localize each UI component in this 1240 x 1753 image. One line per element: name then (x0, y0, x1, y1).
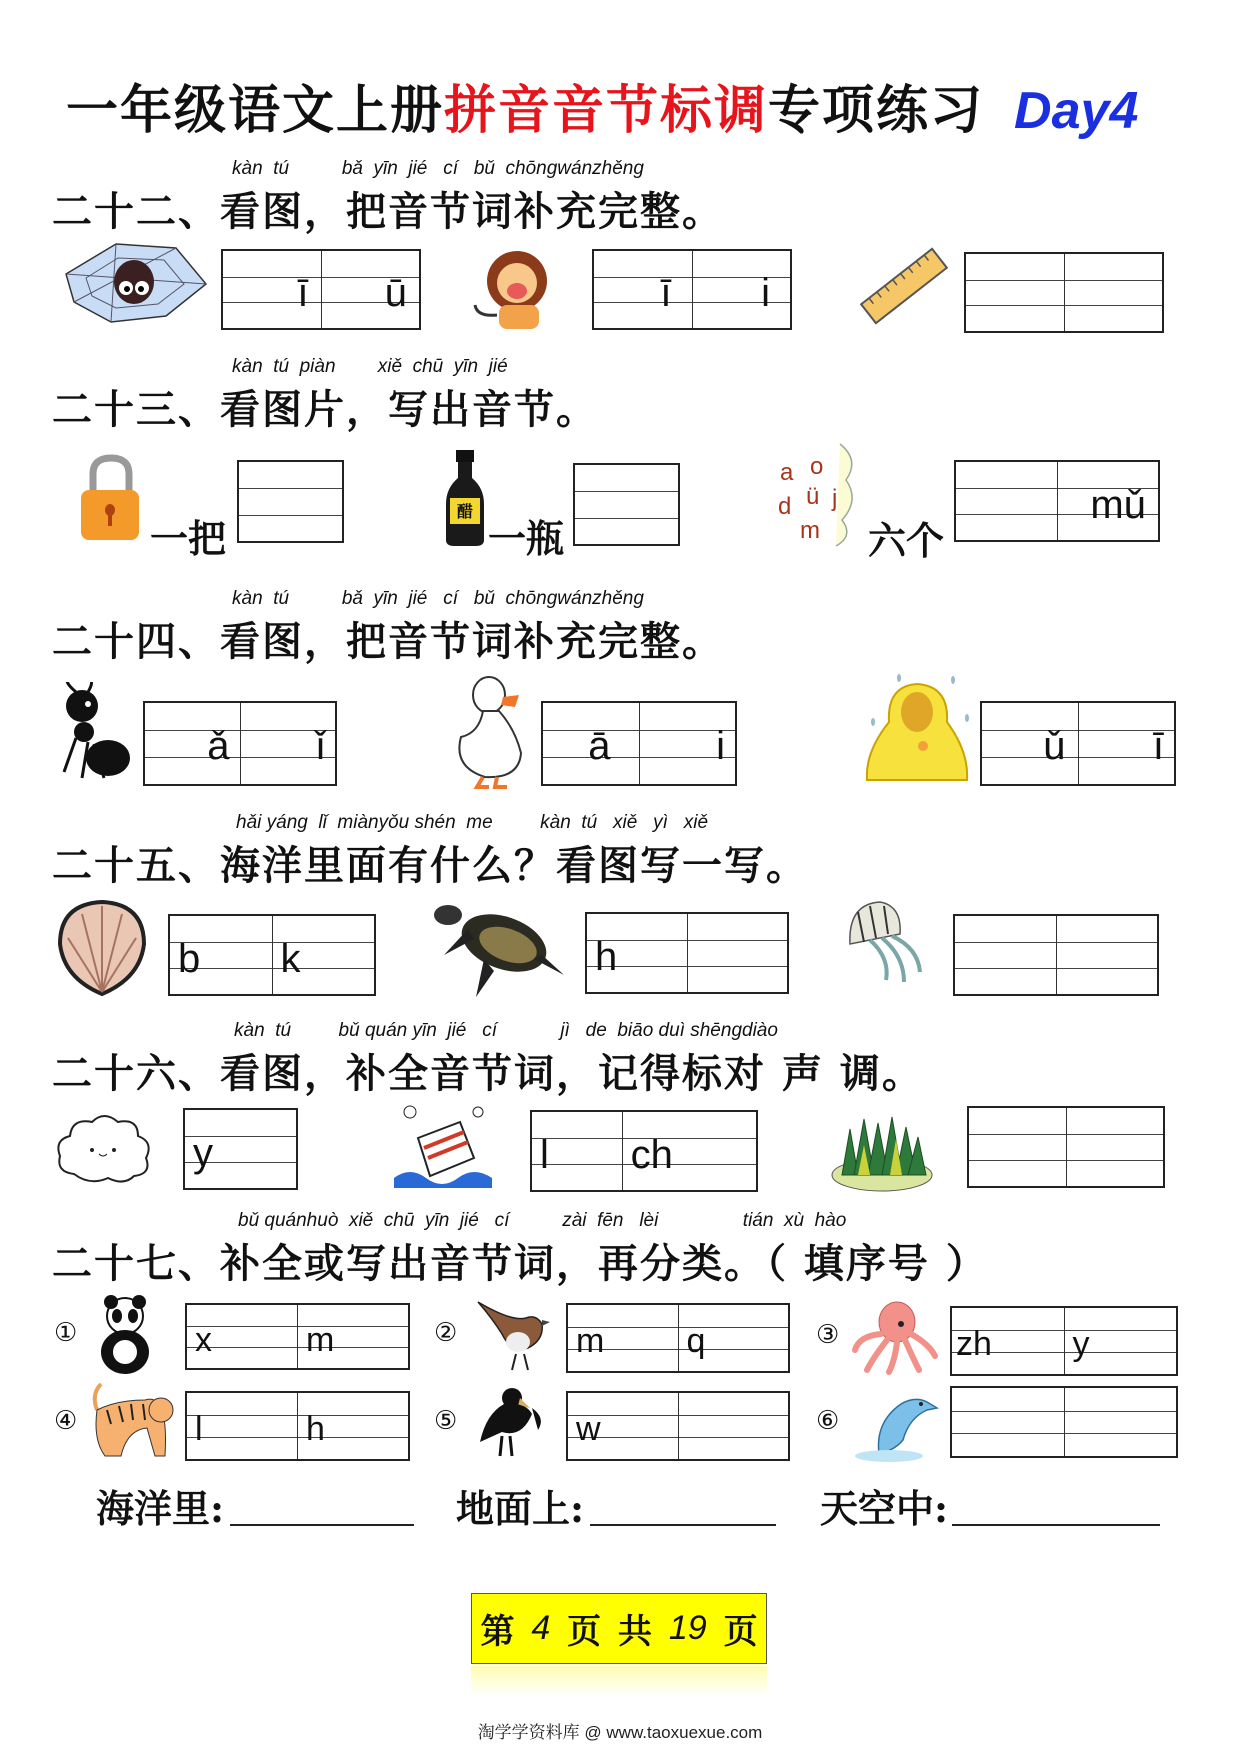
grid-cell[interactable] (1065, 254, 1163, 331)
section-24-heading: 二十四、看图，把音节词补充完整。 (52, 618, 724, 665)
grid-cell[interactable] (1067, 1108, 1164, 1186)
ant-picture (52, 682, 142, 782)
section-25-heading: 二十五、海洋里面有什么？看图写一写。 (52, 842, 808, 889)
grid-cell[interactable] (966, 254, 1065, 331)
title-suffix: 专项练习 (768, 80, 985, 141)
bottle-label: 醋 (456, 502, 474, 521)
grid-cell[interactable] (170, 916, 273, 994)
pinyin-grid-duck[interactable] (541, 701, 737, 786)
section-26-pinyin: kàn tú bǔ quán yīn jié cí jì de biāo duì shēngdiào (234, 1020, 778, 1041)
section-27-heading: 二十七、补全或写出音节词，再分类。（ 填序号 ） (52, 1240, 988, 1287)
tiger-icon (87, 1380, 177, 1460)
pinyin-grid-panda[interactable] (185, 1303, 410, 1370)
cell-text: ǔ (1043, 724, 1066, 769)
grid-cell[interactable] (185, 1110, 296, 1188)
category-ocean-label: 海洋里: (96, 1486, 225, 1531)
cell-text: ǎ (207, 724, 230, 769)
cell-text: y (193, 1130, 213, 1175)
grid-cell[interactable] (623, 1112, 756, 1190)
cell-text: q (686, 1322, 706, 1361)
page-suffix: 页 (723, 1612, 758, 1652)
cell-text: w (576, 1410, 601, 1449)
grid-cell[interactable] (587, 914, 688, 992)
cell-text: b (178, 936, 201, 981)
item-number-5: ⑤ (434, 1406, 458, 1436)
page-prefix: 第 (480, 1612, 515, 1652)
section-25-pinyin: hǎi yáng lǐ miànyǒu shén me kàn tú xiě yì xiě (236, 812, 709, 833)
grid-cell[interactable] (955, 916, 1057, 994)
svg-text:o: o (810, 453, 824, 480)
item-number-2: ② (434, 1318, 458, 1348)
octopus-picture (848, 1300, 940, 1376)
grid-cell[interactable] (693, 251, 791, 328)
section-26-heading: 二十六、看图，补全音节词，记得标对 声 调。 (52, 1050, 924, 1097)
panda-picture (86, 1294, 166, 1376)
grid-cell[interactable] (1057, 916, 1158, 994)
grid-cell[interactable] (679, 1305, 789, 1371)
svg-text:j: j (832, 485, 838, 512)
cell-text: mǔ (1090, 482, 1146, 527)
spider-web-picture (52, 236, 220, 328)
raincoat-picture (854, 672, 979, 790)
grid-cell[interactable] (956, 462, 1058, 540)
vowel-letters-icon (770, 440, 870, 550)
cloud-icon (54, 1110, 154, 1186)
cell-text: ǐ (316, 724, 325, 769)
pinyin-grid-vinegar[interactable] (573, 463, 680, 546)
pinyin-grid-ship[interactable] (530, 1110, 758, 1192)
spider-icon (56, 236, 216, 328)
pinyin-grid-raincoat[interactable] (980, 701, 1176, 786)
cell-text: m (306, 1321, 335, 1360)
grid-cell[interactable] (187, 1305, 298, 1368)
grid-cell[interactable] (241, 703, 336, 784)
pinyin-grid-spider[interactable] (221, 249, 421, 330)
pinyin-grid-sparrow[interactable] (566, 1303, 790, 1373)
crow-picture (470, 1384, 550, 1460)
cell-text: m (576, 1322, 605, 1361)
item-number-1: ① (54, 1318, 78, 1348)
section-27-pinyin: bǔ quánhuò xiě chū yīn jié cí zài fēn lèi tián xù hào (238, 1210, 847, 1231)
grid-cell[interactable] (969, 1108, 1067, 1186)
grid-cell[interactable] (273, 916, 375, 994)
category-ground-label: 地面上: (456, 1486, 585, 1531)
footer-watermark: 淘学学资料库 @ www.taoxuexue.com (477, 1723, 763, 1742)
section-23-heading: 二十三、看图片，写出音节。 (52, 386, 598, 433)
grid-cell[interactable] (145, 703, 241, 784)
pinyin-grid-grassland[interactable] (967, 1106, 1165, 1188)
svg-text:a: a (780, 459, 794, 486)
category-ground-answer[interactable] (590, 1486, 776, 1526)
pinyin-grid-ant[interactable] (143, 701, 337, 786)
grid-cell[interactable] (223, 251, 322, 328)
panda-icon (91, 1294, 161, 1376)
sparrow-picture (470, 1298, 554, 1372)
grid-cell[interactable] (532, 1112, 623, 1190)
sea-turtle-icon (424, 899, 584, 999)
raincoat-icon (857, 672, 977, 790)
page-indicator-reflection (471, 1666, 767, 1696)
grid-cell[interactable] (239, 462, 342, 541)
turtle-picture (424, 898, 584, 1000)
grid-cell[interactable] (952, 1308, 1065, 1374)
duck-icon (449, 673, 539, 791)
cell-text: ā (588, 724, 611, 769)
pinyin-grid-jellyfish[interactable] (953, 914, 1159, 996)
cell-text: y (1072, 1325, 1090, 1364)
padlock-icon (77, 452, 147, 544)
category-sky-answer[interactable] (952, 1486, 1160, 1526)
title-prefix: 一年级语文上册 (66, 80, 445, 141)
ship-picture (388, 1098, 498, 1192)
vinegar-bottle-icon (442, 448, 488, 548)
cell-text: h (595, 934, 618, 979)
sparrow-icon (472, 1298, 552, 1372)
measure-word-ping: 一瓶 (488, 516, 565, 561)
dolphin-picture (848, 1388, 940, 1462)
dolphin-icon (849, 1388, 939, 1462)
grid-cell[interactable] (575, 465, 678, 544)
grid-cell[interactable] (688, 914, 788, 992)
page-indicator (471, 1593, 767, 1664)
section-24-pinyin: kàn tú bǎ yīn jié cí bǔ chōngwánzhěng (232, 588, 644, 609)
grassland-picture (826, 1108, 938, 1194)
item-number-3: ③ (816, 1320, 840, 1350)
grid-cell[interactable] (982, 703, 1079, 784)
grid-cell[interactable] (952, 1388, 1065, 1456)
cell-text: zh (956, 1325, 992, 1364)
page-total: 19 (668, 1609, 707, 1647)
cell-text: k (280, 936, 301, 981)
duck-picture (448, 672, 540, 792)
item-number-6: ⑥ (816, 1406, 840, 1436)
cell-text: ch (630, 1132, 673, 1177)
grid-cell[interactable] (640, 703, 736, 784)
scallop-shell-icon (54, 898, 150, 998)
section-22-pinyin: kàn tú bǎ yīn jié cí bǔ chōngwánzhěng (232, 158, 644, 179)
cell-text: h (306, 1410, 325, 1449)
cell-text: ī (1152, 724, 1164, 769)
title-highlight: 拼音音节标调 (444, 80, 769, 141)
cell-text: x (195, 1321, 212, 1360)
cloud-picture (52, 1108, 156, 1188)
page-word: 页 (567, 1612, 602, 1652)
grid-cell[interactable] (1058, 462, 1159, 540)
pinyin-grid-ruler[interactable] (964, 252, 1164, 333)
grid-cell[interactable] (543, 703, 640, 784)
section-22-heading: 二十二、看图，把音节词补充完整。 (52, 188, 724, 235)
category-ocean-answer[interactable] (230, 1486, 414, 1526)
octopus-icon (849, 1300, 939, 1376)
crow-icon (472, 1384, 548, 1460)
cell-text: i (761, 271, 770, 316)
page-total-word: 共 (617, 1612, 652, 1652)
svg-text:ü: ü (806, 483, 820, 510)
cell-text: l (195, 1410, 203, 1449)
tiger-picture (86, 1380, 178, 1460)
pinyin-grid-lion[interactable] (592, 249, 792, 330)
lion-picture (462, 244, 582, 336)
pinyin-grid-turtle[interactable] (585, 912, 789, 994)
ruler-icon (854, 241, 954, 331)
cell-text: ū (384, 271, 407, 316)
worksheet-title (66, 68, 1138, 148)
title-day: Day4 (1014, 82, 1139, 140)
svg-text:m: m (800, 517, 820, 544)
pinyin-grid-crow[interactable] (566, 1391, 790, 1461)
padlock-picture (74, 452, 150, 544)
cell-text: ī (297, 271, 309, 316)
section-23-pinyin: kàn tú piàn xiě chū yīn jié (232, 356, 508, 377)
jellyfish-picture (838, 898, 938, 988)
pinyin-grid-scallop[interactable] (168, 914, 376, 996)
ship-icon (390, 1098, 496, 1192)
page-current: 4 (531, 1609, 551, 1647)
grid-cell[interactable] (594, 251, 693, 328)
measure-word-ba: 一把 (150, 516, 227, 561)
grid-cell[interactable] (1065, 1388, 1177, 1456)
ant-icon (54, 682, 140, 782)
grid-cell[interactable] (568, 1305, 679, 1371)
cell-text: l (540, 1132, 549, 1177)
vinegar-bottle-picture (440, 448, 490, 548)
pinyin-grid-vowels[interactable] (954, 460, 1160, 542)
jellyfish-icon (840, 898, 936, 988)
pinyin-grid-tiger[interactable] (185, 1391, 410, 1461)
pinyin-grid-octopus[interactable] (950, 1306, 1178, 1376)
item-number-4: ④ (54, 1406, 78, 1436)
grid-cell[interactable] (1079, 703, 1175, 784)
pinyin-grid-cloud[interactable] (183, 1108, 298, 1190)
pinyin-grid-padlock[interactable] (237, 460, 344, 543)
lion-icon (467, 245, 577, 335)
grid-cell[interactable] (679, 1393, 789, 1459)
category-sky-label: 天空中: (820, 1486, 949, 1531)
scallop-picture (52, 898, 152, 998)
ruler-picture (854, 240, 954, 332)
vowel-letters-picture (770, 440, 870, 550)
grid-cell[interactable] (298, 1305, 408, 1368)
grassland-icon (828, 1109, 936, 1193)
cell-text: ī (660, 271, 672, 316)
grid-cell[interactable] (298, 1393, 408, 1459)
measure-word-liuge: 六个 (868, 518, 945, 563)
grid-cell[interactable] (568, 1393, 679, 1459)
svg-text:d: d (778, 493, 792, 520)
grid-cell[interactable] (1065, 1308, 1177, 1374)
cell-text: i (716, 724, 725, 769)
grid-cell[interactable] (187, 1393, 298, 1459)
grid-cell[interactable] (322, 251, 420, 328)
pinyin-grid-dolphin[interactable] (950, 1386, 1178, 1458)
